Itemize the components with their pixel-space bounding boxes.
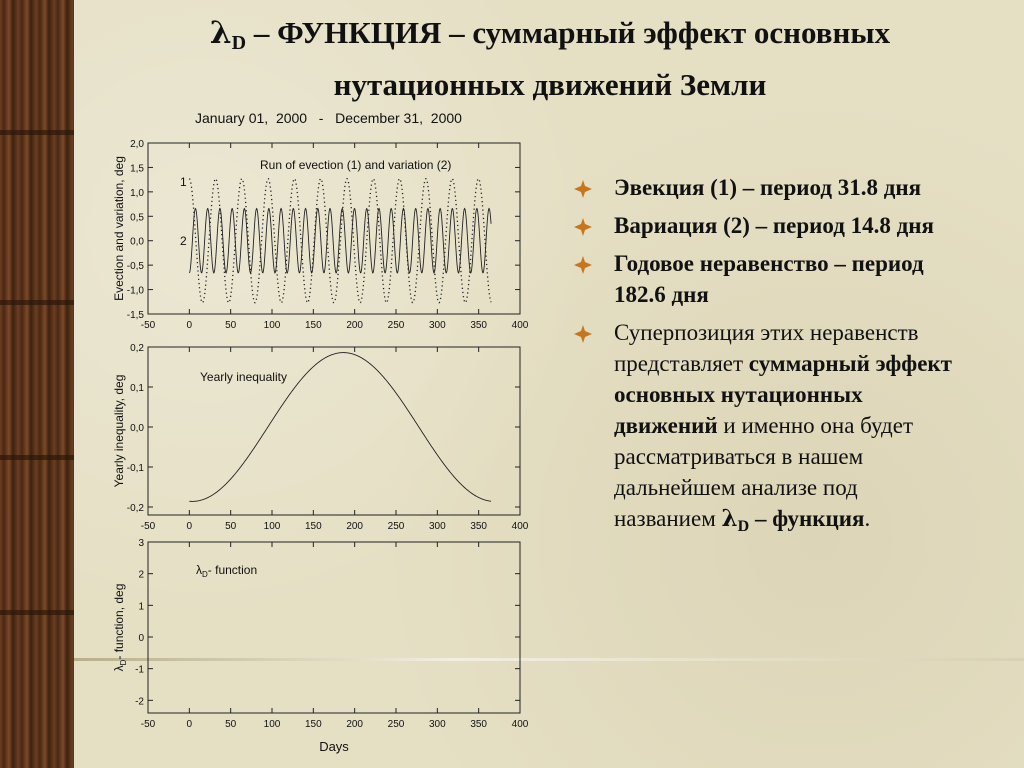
bullet-text: Годовое неравенство – период 182.6 дня bbox=[614, 251, 924, 307]
y-tick-label: 1,5 bbox=[130, 163, 144, 175]
x-tick-label: 350 bbox=[470, 320, 488, 331]
series-line bbox=[189, 179, 491, 303]
x-tick-label: 300 bbox=[428, 719, 446, 730]
y-tick-label: 2,0 bbox=[130, 139, 144, 150]
y-tick-label: -1 bbox=[135, 664, 144, 676]
x-tick-label: 400 bbox=[511, 521, 529, 532]
x-tick-label: 200 bbox=[346, 719, 364, 730]
y-tick-label: 1,0 bbox=[130, 187, 144, 199]
bullet-text-part2: и именно она будет рассматриваться в нашем дальнейшем анализе под названием bbox=[614, 413, 914, 531]
bullet-text-end: . bbox=[864, 506, 871, 531]
lambda-subscript: D bbox=[231, 32, 247, 54]
chart-3 bbox=[112, 538, 529, 754]
x-tick-label: 50 bbox=[225, 719, 237, 730]
x-tick-label: 150 bbox=[304, 719, 322, 730]
lambda-symbol: λ bbox=[721, 505, 738, 532]
y-tick-label: 1 bbox=[138, 601, 144, 613]
bullet-text: Вариация (2) – период 14.8 дня bbox=[614, 213, 934, 238]
x-tick-label: -50 bbox=[140, 320, 156, 331]
y-axis-label: $\lambda_D-$ function, deg bbox=[112, 583, 128, 672]
y-tick-label: 0,2 bbox=[130, 343, 144, 354]
date-range: January 01, 2000 - December 31, 2000 bbox=[195, 110, 462, 126]
x-tick-label: 150 bbox=[304, 320, 322, 331]
star-bullet-icon bbox=[574, 325, 592, 343]
bullet-text-final-bold: – функция bbox=[749, 506, 865, 531]
x-tick-label: 0 bbox=[186, 521, 193, 532]
x-tick-label: 250 bbox=[387, 320, 405, 331]
wood-knot bbox=[0, 610, 74, 615]
y-tick-label: 0,1 bbox=[130, 383, 144, 394]
x-tick-label: 100 bbox=[263, 320, 281, 331]
chart-annotation: Yearly inequality bbox=[200, 370, 287, 384]
chart-2 bbox=[112, 343, 529, 532]
x-axis-label: Days bbox=[319, 739, 349, 754]
x-tick-label: 300 bbox=[428, 521, 446, 532]
bullet-superposition bbox=[574, 317, 964, 542]
x-tick-label: 400 bbox=[511, 320, 529, 331]
x-tick-label: 250 bbox=[387, 521, 405, 532]
x-tick-label: 50 bbox=[225, 320, 237, 331]
x-tick-label: 200 bbox=[346, 521, 364, 532]
title-line2: нутационных движений Земли bbox=[333, 67, 767, 102]
y-tick-label: -2 bbox=[135, 696, 144, 708]
slide-title bbox=[120, 12, 980, 106]
wood-knot bbox=[0, 130, 74, 135]
y-tick-label: 2 bbox=[138, 569, 144, 581]
y-axis-label: Yearly inequality, deg bbox=[112, 374, 126, 488]
bullet-variation bbox=[574, 210, 964, 241]
x-tick-label: -50 bbox=[140, 719, 156, 730]
chart-annotation: Run of evection (1) and variation (2) bbox=[260, 158, 452, 172]
y-tick-label: 0 bbox=[138, 633, 144, 644]
wood-knot bbox=[0, 300, 74, 305]
lambda-subscript: D bbox=[737, 518, 750, 535]
x-tick-label: 200 bbox=[346, 320, 364, 331]
x-tick-label: 400 bbox=[511, 719, 529, 730]
y-tick-label: 0,0 bbox=[130, 423, 144, 434]
bullet-text-part1: Суперпозиция этих неравенств представляет bbox=[614, 320, 919, 376]
x-tick-label: 0 bbox=[186, 719, 193, 730]
y-tick-label: 3 bbox=[138, 538, 144, 549]
x-tick-label: 100 bbox=[263, 521, 281, 532]
y-tick-label: -1,0 bbox=[126, 285, 144, 297]
star-bullet-icon bbox=[574, 218, 592, 236]
x-tick-label: 150 bbox=[304, 521, 322, 532]
wood-knot bbox=[0, 455, 74, 460]
y-tick-label: -0,5 bbox=[126, 261, 144, 273]
bullet-text-bold: суммарный эффект основных нутационных движений bbox=[614, 351, 952, 438]
star-bullet-icon bbox=[574, 256, 592, 274]
bullet-list bbox=[574, 172, 964, 549]
charts-panel bbox=[105, 128, 545, 764]
x-tick-label: 350 bbox=[470, 521, 488, 532]
y-tick-label: 0,5 bbox=[130, 212, 144, 224]
x-tick-label: 0 bbox=[186, 320, 193, 331]
x-tick-label: 350 bbox=[470, 719, 488, 730]
series-label: 1 bbox=[180, 175, 187, 189]
x-tick-label: 100 bbox=[263, 719, 281, 730]
y-tick-label: -1,5 bbox=[126, 310, 144, 321]
x-tick-label: 250 bbox=[387, 719, 405, 730]
chart-1 bbox=[112, 139, 529, 331]
y-tick-label: 0,0 bbox=[130, 236, 144, 248]
series-label: 2 bbox=[180, 234, 187, 248]
x-tick-label: 300 bbox=[428, 320, 446, 331]
y-tick-label: -0,2 bbox=[126, 503, 144, 514]
title-line1: – ФУНКЦИЯ – суммарный эффект основных bbox=[246, 15, 891, 50]
bullet-text: Эвекция (1) – период 31.8 дня bbox=[614, 175, 922, 200]
y-axis-label: Evection and variation, deg bbox=[112, 156, 126, 301]
bullet-evection bbox=[574, 172, 964, 203]
x-tick-label: -50 bbox=[140, 521, 156, 532]
plot-frame bbox=[148, 542, 520, 713]
bullet-yearly bbox=[574, 248, 964, 310]
chart-annotation: $\lambda_D-$ function bbox=[196, 563, 258, 579]
lambda-symbol: λ bbox=[209, 15, 232, 51]
star-bullet-icon bbox=[574, 180, 592, 198]
wood-border bbox=[0, 0, 74, 768]
x-tick-label: 50 bbox=[225, 521, 237, 532]
y-tick-label: -0,1 bbox=[126, 463, 144, 474]
